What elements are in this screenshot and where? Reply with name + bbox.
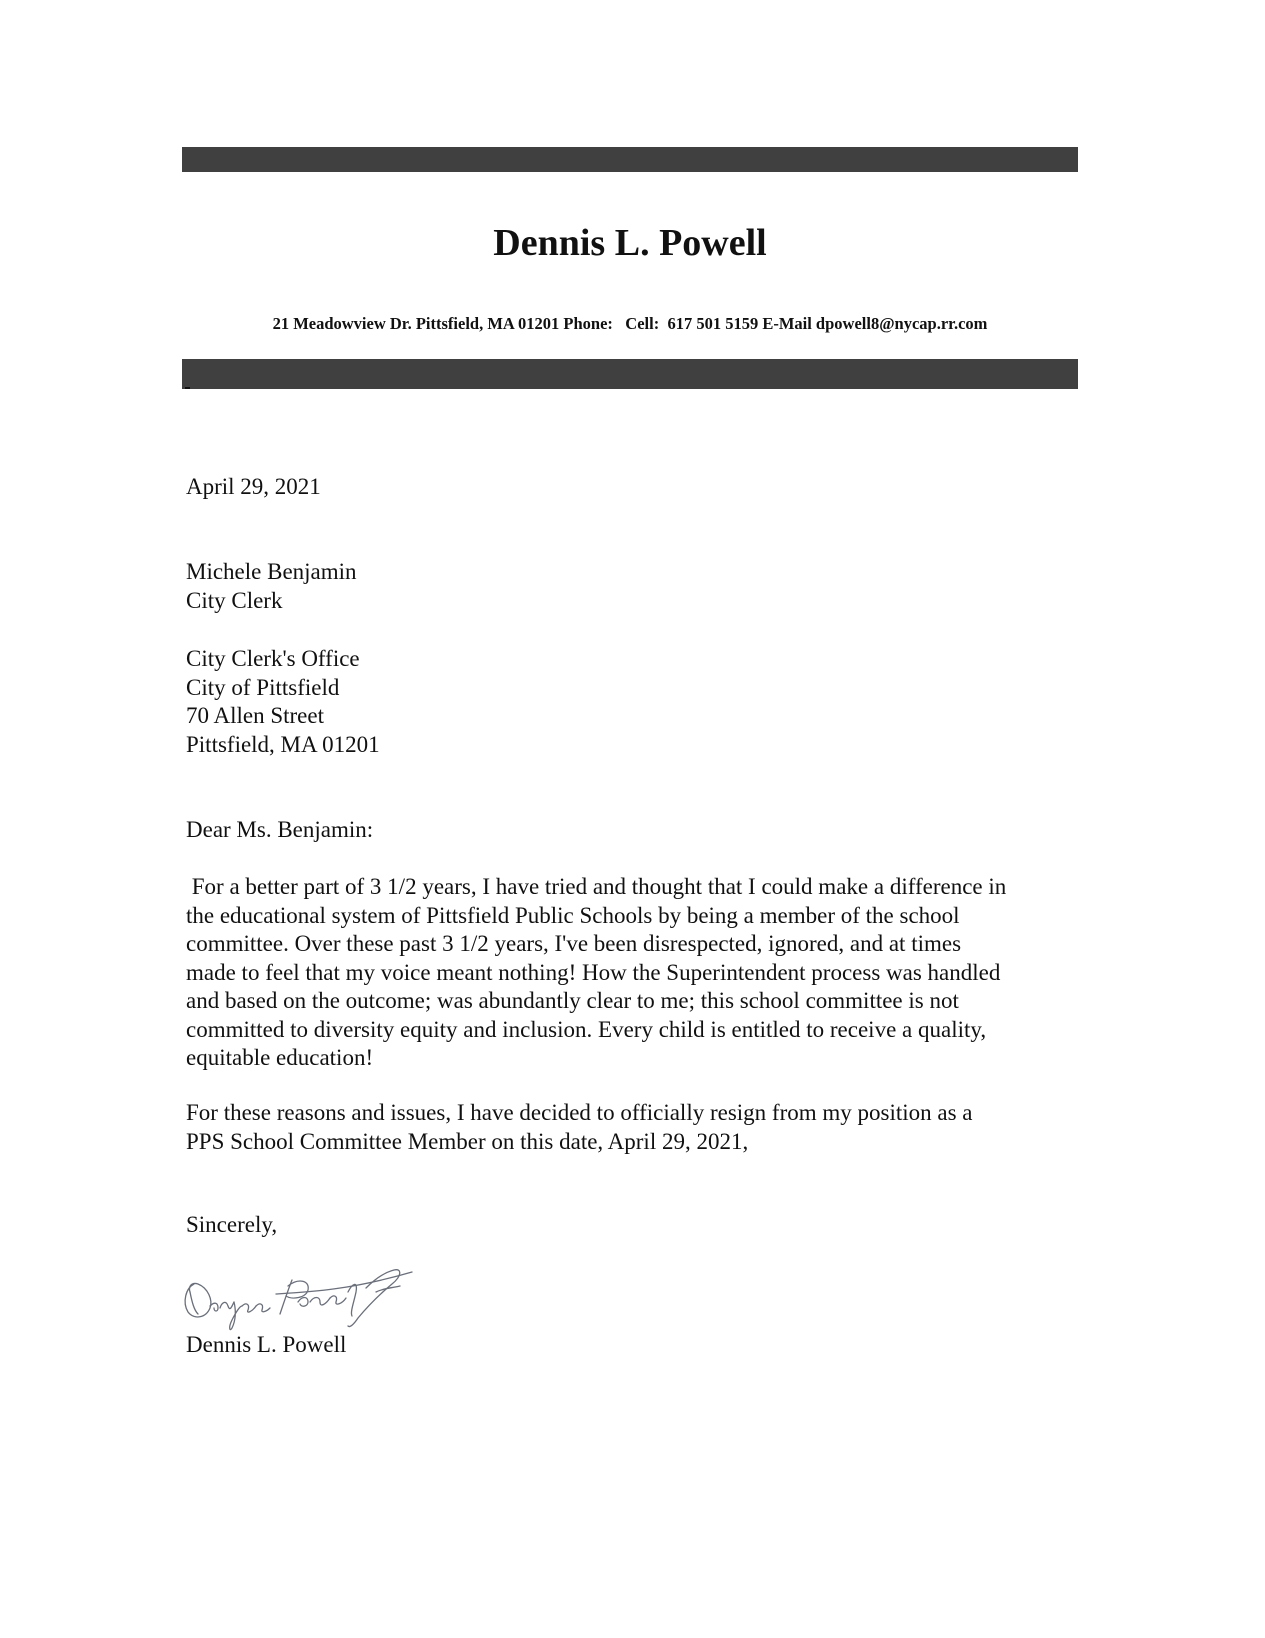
- recipient-title: City Clerk: [186, 587, 283, 613]
- body-paragraph-2: [186, 1099, 1086, 1156]
- letterhead-bottom-rule: [182, 359, 1078, 389]
- salutation: Dear Ms. Benjamin:: [186, 817, 374, 842]
- letterhead-top-rule: [182, 147, 1078, 172]
- paragraph-line: committed to diversity equity and inclusion. Every child is entitled to receive a quality,: [186, 1016, 987, 1042]
- handwritten-signature: [180, 1262, 430, 1338]
- closing: Sincerely,: [186, 1212, 278, 1237]
- paragraph-line: made to feel that my voice meant nothing! How the Superintendent process was handled: [186, 959, 1001, 985]
- body-paragraph-1: [186, 873, 1086, 1073]
- paragraph-line: and based on the outcome; was abundantly clear to me; this school committee is not: [186, 988, 959, 1013]
- address-street: 70 Allen Street: [186, 703, 324, 728]
- paragraph-line: PPS School Committee Member on this date, April 29, 2021,: [186, 1128, 749, 1154]
- recipient-name: Michele Benjamin: [186, 559, 357, 584]
- letter-date: April 29, 2021: [186, 474, 321, 499]
- rule-tick-mark: [185, 387, 190, 389]
- address-office: City Clerk's Office: [186, 646, 360, 671]
- address-city-line: City of Pittsfield: [186, 674, 340, 700]
- recipient-block: [186, 558, 1086, 615]
- paragraph-line: For these reasons and issues, I have decided to officially resign from my position as a: [186, 1100, 973, 1125]
- letterhead-name: Dennis L. Powell: [493, 222, 767, 264]
- paragraph-line: equitable education!: [186, 1045, 374, 1070]
- signer-name: Dennis L. Powell: [186, 1332, 347, 1357]
- paragraph-line: For a better part of 3 1/2 years, I have tried and thought that I could make a difference in: [186, 874, 1007, 899]
- paragraph-line: the educational system of Pittsfield Public Schools by being a member of the school: [186, 902, 960, 928]
- paragraph-line: committee. Over these past 3 1/2 years, I've been disrespected, ignored, and at times: [186, 931, 962, 956]
- letterhead-contact-line: 21 Meadowview Dr. Pittsfield, MA 01201 Phone: Cell: 617 501 5159 E-Mail dpowell8@nycap.rr.com: [272, 314, 988, 333]
- recipient-address: [186, 645, 1086, 759]
- address-city-state-zip: Pittsfield, MA 01201: [186, 731, 380, 757]
